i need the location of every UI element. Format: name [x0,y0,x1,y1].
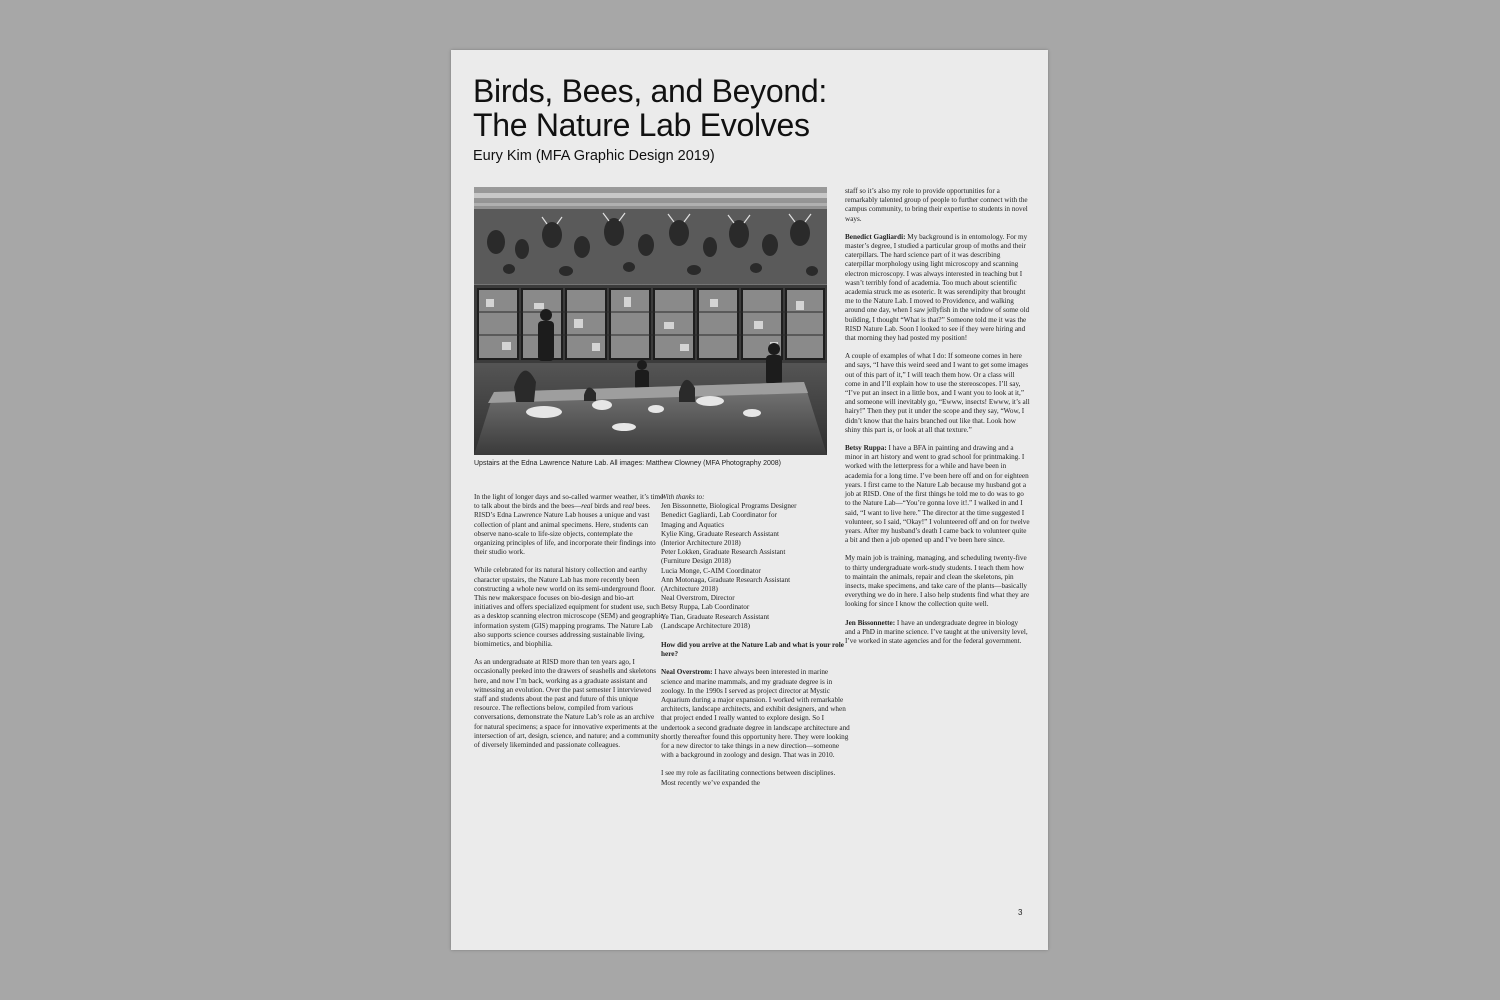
thanks-list [661,502,851,631]
article-title-line-2: The Nature Lab Evolves [473,107,810,143]
nature-lab-photo [474,187,827,455]
author-paragraph: As an undergraduate at RISD more than ten years ago, I occasionally peeked into the drawers of seashells and skeletons here, and now I’m back, working as a graduate assistant and witnessing an evolution. Over the past semester I interviewed staff and students about the past and future of this unique resource. The reflections below, compiled from various conversations, demonstrate the Nature Lab’s role as an archive for natural specimens; a space for innovative experiments at the intersection of art, design, science, and nature; and a community of diversely likeminded and passionate colleagues. [474,658,660,750]
page-number: 3 [1018,908,1023,917]
neal-answer-end: staff so it’s also my role to provide opportunities for a remarkably talented group of people to further connect with the campus community, to bring their expertise to students in novel ways. [845,187,1028,223]
betsy-answer-continued: My main job is training, managing, and scheduling twenty-five to thirty undergraduate work-study students. I teach them how to maintain the animals, repair and clean the skeletons, pin insects, make specimens, and take care of the plants—basically everything we do in here. I also help students find what they are looking for since I know the collection quite well. [845,554,1030,609]
speaker-name: Jen Bissonnette: [845,618,896,627]
benedict-answer-continued: A couple of examples of what I do: If someone comes in here and says, “I have this weird seed and I want to get some images out of this part of it,” I will teach them how. Or a class will come in and I’ll explain how to use the stereoscopes. I’ll say, “I’ve put an insect in a little box, and I want you to look at it,” and someone will inevitably go, “Ewww, insects! Ewww, it’s all hairy!” Then they put it under the scope and they say, “Wow, I didn’t know that the hairs branched out like that. Look how shiny this part is, or look at all that texture.” [845,352,1030,434]
thanks-line: Neal Overstrom, Director [661,594,735,603]
thanks-line: Benedict Gagliardi, Lab Coordinator for [661,511,777,520]
interview-question: How did you arrive at the Nature Lab and what is your role here? [661,641,844,659]
article-column-1 [474,493,664,759]
thanks-line: Kylie King, Graduate Research Assistant [661,529,779,538]
article-title [473,74,1033,142]
thanks-line: (Architecture 2018) [661,585,718,594]
jen-answer: Jen Bissonnette: I have an undergraduate degree in biology and a PhD in marine science. I’ve taught at the university level, I’ve worked in state agencies and for the federal government. [845,618,1028,645]
thanks-line: (Interior Architecture 2018) [661,539,741,548]
thanks-line: Lucia Monge, C-AIM Coordinator [661,566,761,575]
thanks-line: Ye Tian, Graduate Research Assistant [661,612,770,621]
thanks-line: Ann Motonaga, Graduate Research Assistant [661,575,791,584]
betsy-answer: Betsy Ruppa: I have a BFA in painting and drawing and a minor in art history and went to grad school for printmaking. I worked with the letterpress for a while and have been in academia for a long time. I’ve been here off and on for eighteen years. I first came to the Nature Lab because my husband got a job at RISD. One of the first things he told me to do was to go to the Nature Lab—“You’re gonna love it!.” I walked in and I said, “I want to live here.” The director at the time suggested I volunteer, so I said, “Okay!” I volunteered off and on for twelve years. After my husband’s death I came back to volunteer quite a bit and then a job opened up and I’ve been here since. [845,444,1030,545]
photo-caption: Upstairs at the Edna Lawrence Nature Lab. All images: Matthew Clowney (MFA Photography 2008) [474,460,781,467]
thanks-line: (Furniture Design 2018) [661,557,731,566]
thanks-line: Jen Bissonnette, Biological Programs Designer [661,502,797,511]
thanks-line: Imaging and Aquatics [661,520,725,529]
article-title-line-1: Birds, Bees, and Beyond: [473,73,827,109]
newsletter-page [451,50,1048,950]
benedict-answer: Benedict Gagliardi: My background is in entomology. For my master’s degree, I studied a particular group of moths and their caterpillars. The hard science part of it was describing caterpillar morphology using light microscopy and scanning electron microscopy. I was always interested in teaching but I wasn’t terribly fond of academia. Too much about scientific academia struck me as esoteric. It was serendipity that brought me to the Nature Lab. I moved to Providence, and walking around one day, when I saw jellyfish in the window of some old building, I thought “What is that?” Someone told me it was the RISD Nature Lab. Soon I looked to see if they were hiring and that morning they had posted my position! [845,232,1030,343]
speaker-name: Neal Overstrom: [661,668,713,677]
neal-answer-continued: I see my role as facilitating connections between disciplines. Most recently we’ve expanded the [661,769,836,787]
speaker-name: Betsy Ruppa: [845,444,887,453]
speaker-name: Benedict Gagliardi: [845,232,906,241]
thanks-line: (Landscape Architecture 2018) [661,621,751,630]
thanks-line: Betsy Ruppa, Lab Coordinator [661,603,750,612]
article-byline: Eury Kim (MFA Graphic Design 2019) [473,148,715,164]
thanks-heading: With thanks to: [661,493,705,501]
intro-paragraph: In the light of longer days and so-called warmer weather, it’s time to talk about the birds and the bees—real birds and real bees. RISD’s Edna Lawrence Nature Lab houses a unique and vast collection of plant and animal specimens. Here, students can observe nano-scale to life-size objects, contemplate the organizing principles of life, and incorporate their findings into their studio work. [474,493,664,557]
nature-lab-photo-illustration [474,187,827,455]
thanks-line: Peter Lokken, Graduate Research Assistant [661,548,786,557]
article-column-3 [845,187,1030,655]
article-column-2 [661,493,851,797]
makerspace-paragraph: While celebrated for its natural history collection and earthy character upstairs, the Nature Lab has more recently been constructing a whole new world on its semi-underground floor. This new makerspace focuses on bio-design and bio-art initiatives and offers specialized equipment for student use, such as a desktop scanning electron microscope (SEM) and geographic information system (GIS) mapping programs. The Nature Lab also supports science courses addressing sustainable living, biomimetics, and biophilia. [474,566,664,649]
neal-answer: Neal Overstrom: I have always been interested in marine science and marine mammals, and my graduate degree is in zoology. In the 1990s I served as project director at Mystic Aquarium during a major expansion. I worked with remarkable architects, landscape architects, and exhibit designers, and when that project ended I really wanted to explore design. So I undertook a second graduate degree in landscape architecture and shortly thereafter found this opportunity here. They were looking for a new director to take things in a new direction—someone with a background in zoology and design. That was in 2010. [661,668,850,760]
